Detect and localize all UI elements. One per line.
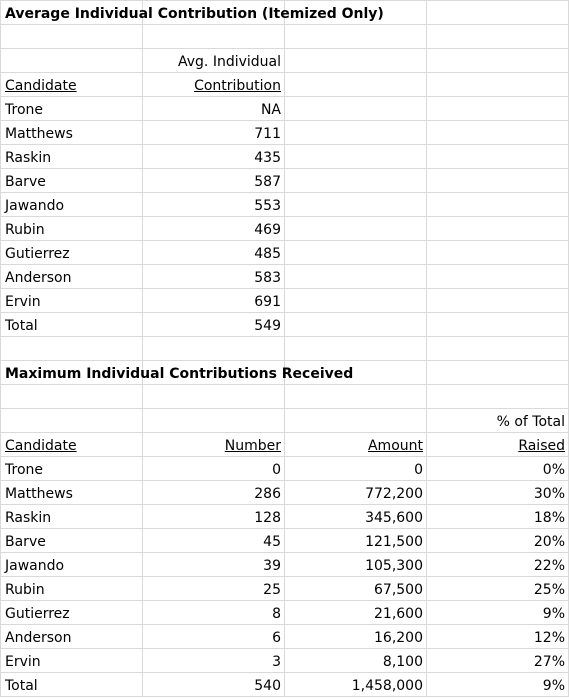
number-cell: 8 (272, 606, 281, 622)
avg-contribution-cell: 691 (254, 294, 281, 310)
candidate-cell: Ervin (5, 654, 41, 670)
avg-header-line2: Contribution (194, 78, 281, 94)
avg-contribution-cell: 711 (254, 126, 281, 142)
pct-cell: 20% (533, 534, 565, 550)
candidate-cell: Total (5, 318, 38, 334)
candidate-cell: Matthews (5, 486, 73, 502)
number-cell: 25 (263, 582, 281, 598)
avg-contribution-cell: NA (260, 102, 281, 118)
number-cell: 0 (272, 462, 281, 478)
avg-contribution-cell: 435 (254, 150, 281, 166)
grid-row-line (0, 0, 569, 1)
amount-cell: 16,200 (374, 630, 423, 646)
number-cell: 286 (254, 486, 281, 502)
grid-row-line (0, 408, 569, 409)
pct-cell: 25% (533, 582, 565, 598)
grid-row-line (0, 72, 569, 73)
section2-title: Maximum Individual Contributions Received (5, 366, 354, 382)
candidate-cell: Rubin (5, 222, 45, 238)
number-header: Number (224, 438, 281, 454)
pct-cell: 27% (533, 654, 565, 670)
candidate-header: Candidate (5, 78, 77, 94)
pct-cell: 0% (542, 462, 565, 478)
number-cell: 6 (272, 630, 281, 646)
amount-cell: 67,500 (374, 582, 423, 598)
avg-contribution-cell: 553 (254, 198, 281, 214)
avg-contribution-cell: 583 (254, 270, 281, 286)
candidate-cell: Rubin (5, 582, 45, 598)
amount-cell: 121,500 (365, 534, 423, 550)
candidate-cell: Raskin (5, 510, 52, 526)
amount-cell: 1,458,000 (351, 678, 423, 694)
pct-cell: 22% (533, 558, 565, 574)
grid-row-line (0, 360, 569, 361)
candidate-cell: Gutierrez (5, 606, 70, 622)
pct-cell: 30% (533, 486, 565, 502)
candidate-cell: Barve (5, 174, 46, 190)
amount-cell: 105,300 (365, 558, 423, 574)
amount-cell: 8,100 (382, 654, 423, 670)
avg-contribution-cell: 485 (254, 246, 281, 262)
candidate-header: Candidate (5, 438, 77, 454)
number-cell: 3 (272, 654, 281, 670)
pct-cell: 18% (533, 510, 565, 526)
amount-cell: 345,600 (365, 510, 423, 526)
avg-contribution-cell: 587 (254, 174, 281, 190)
pct-header-line1: % of Total (496, 414, 565, 430)
grid-row-line (0, 48, 569, 49)
candidate-cell: Jawando (5, 558, 65, 574)
number-cell: 45 (263, 534, 281, 550)
candidate-cell: Ervin (5, 294, 41, 310)
number-cell: 39 (263, 558, 281, 574)
candidate-cell: Jawando (5, 198, 65, 214)
candidate-cell: Barve (5, 534, 46, 550)
candidate-cell: Gutierrez (5, 246, 70, 262)
candidate-cell: Raskin (5, 150, 52, 166)
candidate-cell: Trone (5, 462, 43, 478)
candidate-cell: Anderson (5, 270, 72, 286)
avg-contribution-cell: 469 (254, 222, 281, 238)
section1-title: Average Individual Contribution (Itemized Only) (5, 6, 384, 22)
amount-cell: 21,600 (374, 606, 423, 622)
candidate-cell: Trone (5, 102, 43, 118)
candidate-cell: Anderson (5, 630, 72, 646)
amount-header: Amount (367, 438, 423, 454)
candidate-cell: Total (5, 678, 38, 694)
pct-cell: 9% (542, 606, 565, 622)
pct-header-line2: Raised (518, 438, 565, 454)
avg-contribution-cell: 549 (254, 318, 281, 334)
grid-column-line (0, 0, 1, 697)
amount-cell: 772,200 (365, 486, 423, 502)
number-cell: 540 (254, 678, 281, 694)
candidate-cell: Matthews (5, 126, 73, 142)
pct-cell: 12% (533, 630, 565, 646)
amount-cell: 0 (414, 462, 423, 478)
pct-cell: 9% (542, 678, 565, 694)
number-cell: 128 (254, 510, 281, 526)
avg-header-line1: Avg. Individual (177, 54, 281, 70)
